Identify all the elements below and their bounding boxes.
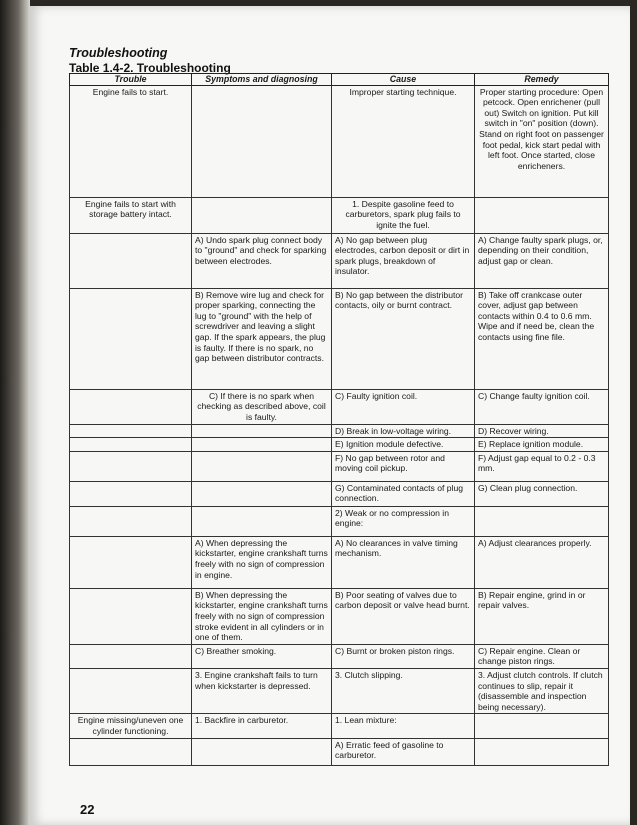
cause-cell: A) Erratic feed of gasoline to carburetor. [332, 738, 475, 765]
symptom-cell: A) When depressing the kickstarter, engine crankshaft turns freely with no sign of compression in engine. [192, 536, 332, 588]
trouble-cell [70, 233, 192, 288]
trouble-cell [70, 506, 192, 536]
trouble-cell [70, 644, 192, 668]
symptom-cell [192, 197, 332, 233]
table-row [70, 451, 609, 481]
table-row [70, 233, 609, 288]
trouble-cell [70, 424, 192, 438]
header-cause: Cause [332, 74, 475, 86]
symptom-cell [192, 85, 332, 197]
cause-cell: Improper starting technique. [332, 85, 475, 197]
table-row [70, 197, 609, 233]
cause-cell: 1. Lean mixture: [332, 714, 475, 738]
cause-cell: C) Faulty ignition coil. [332, 389, 475, 424]
cause-cell: A) No clearances in valve timing mechanism. [332, 536, 475, 588]
table-title: Table 1.4-2. Troubleshooting [69, 61, 231, 75]
trouble-cell [70, 481, 192, 506]
remedy-cell: C) Repair engine. Clean or change piston rings. [475, 644, 609, 668]
trouble-cell [70, 389, 192, 424]
symptom-cell: C) Breather smoking. [192, 644, 332, 668]
cause-cell: C) Burnt or broken piston rings. [332, 644, 475, 668]
symptom-cell: A) Undo spark plug connect body to "ground" and check for sparking between electrodes. [192, 233, 332, 288]
symptom-cell [192, 481, 332, 506]
header-remedy: Remedy [475, 74, 609, 86]
remedy-cell: Proper starting procedure: Open petcock. Open enrichener (pull out) Switch on ignition. Put kill switch in "on" position (down). Stand on right foot on passenger foot pedal, kick start pedal with left foot. Once started, close enricheners. [475, 85, 609, 197]
symptom-cell: B) Remove wire lug and check for proper sparking, connecting the lug to "ground" with the help of screwdriver and leaving a slight gap. If the spark appears, the plug is faulty. If there is no spark, no gap between distributor contracts. [192, 288, 332, 389]
cause-cell: B) Poor seating of valves due to carbon deposit or valve head burnt. [332, 588, 475, 644]
table-row [70, 288, 609, 389]
symptom-cell: 3. Engine crankshaft fails to turn when kickstarter is depressed. [192, 668, 332, 713]
symptom-cell [192, 451, 332, 481]
trouble-cell [70, 668, 192, 713]
remedy-cell: C) Change faulty ignition coil. [475, 389, 609, 424]
trouble-cell [70, 536, 192, 588]
trouble-cell: Engine missing/uneven one cylinder functioning. [70, 714, 192, 738]
trouble-cell: Engine fails to start. [70, 85, 192, 197]
table-row [70, 536, 609, 588]
troubleshooting-table [69, 73, 609, 766]
cause-cell: B) No gap between the distributor contacts, oily or burnt contract. [332, 288, 475, 389]
table-row [70, 424, 609, 438]
trouble-cell [70, 438, 192, 452]
cause-cell: D) Break in low-voltage wiring. [332, 424, 475, 438]
table-row [70, 389, 609, 424]
page-number: 22 [80, 802, 95, 817]
table-row [70, 85, 609, 197]
symptom-cell: B) When depressing the kickstarter, engine crankshaft turns freely with no sign of compression stroke evident in all cylinders or in one of them. [192, 588, 332, 644]
cause-cell: F) No gap between rotor and moving coil pickup. [332, 451, 475, 481]
symptom-cell [192, 424, 332, 438]
cause-cell: G) Contaminated contacts of plug connection. [332, 481, 475, 506]
remedy-cell: G) Clean plug connection. [475, 481, 609, 506]
trouble-cell: Engine fails to start with storage battery intact. [70, 197, 192, 233]
header-trouble: Trouble [70, 74, 192, 86]
table-row [70, 738, 609, 765]
remedy-cell [475, 738, 609, 765]
book-binding-shadow [0, 0, 30, 825]
remedy-cell [475, 714, 609, 738]
cause-cell: E) Ignition module defective. [332, 438, 475, 452]
remedy-cell: B) Take off crankcase outer cover, adjust gap between contacts within 0.4 to 0.6 mm. Wipe and if need be, clean the contacts using fine file. [475, 288, 609, 389]
trouble-cell [70, 288, 192, 389]
symptom-cell [192, 738, 332, 765]
table-row [70, 588, 609, 644]
remedy-cell: F) Adjust gap equal to 0.2 - 0.3 mm. [475, 451, 609, 481]
table-row [70, 714, 609, 738]
remedy-cell [475, 506, 609, 536]
remedy-cell: A) Adjust clearances properly. [475, 536, 609, 588]
cause-cell: 1. Despite gasoline feed to carburetors, spark plug fails to ignite the fuel. [332, 197, 475, 233]
symptom-cell: C) If there is no spark when checking as described above, coil is faulty. [192, 389, 332, 424]
remedy-cell: A) Change faulty spark plugs, or, depending on their condition, adjust gap or clean. [475, 233, 609, 288]
symptom-cell [192, 438, 332, 452]
trouble-cell [70, 588, 192, 644]
header-symptoms: Symptoms and diagnosing [192, 74, 332, 86]
trouble-cell [70, 738, 192, 765]
table-row [70, 506, 609, 536]
cause-cell: 2) Weak or no compression in engine: [332, 506, 475, 536]
symptom-cell [192, 506, 332, 536]
cause-cell: A) No gap between plug electrodes, carbon deposit or dirt in spark plugs, breakdown of insulator. [332, 233, 475, 288]
remedy-cell: E) Replace ignition module. [475, 438, 609, 452]
symptom-cell: 1. Backfire in carburetor. [192, 714, 332, 738]
table-row [70, 481, 609, 506]
table-header-row [70, 74, 609, 86]
remedy-cell [475, 197, 609, 233]
remedy-cell: 3. Adjust clutch controls. If clutch continues to slip, repair it (disassemble and inspection being necessary). [475, 668, 609, 713]
table-row [70, 644, 609, 668]
table-row [70, 438, 609, 452]
cause-cell: 3. Clutch slipping. [332, 668, 475, 713]
trouble-cell [70, 451, 192, 481]
remedy-cell: D) Recover wiring. [475, 424, 609, 438]
table-row [70, 668, 609, 713]
remedy-cell: B) Repair engine, grind in or repair valves. [475, 588, 609, 644]
section-title: Troubleshooting [69, 46, 168, 60]
